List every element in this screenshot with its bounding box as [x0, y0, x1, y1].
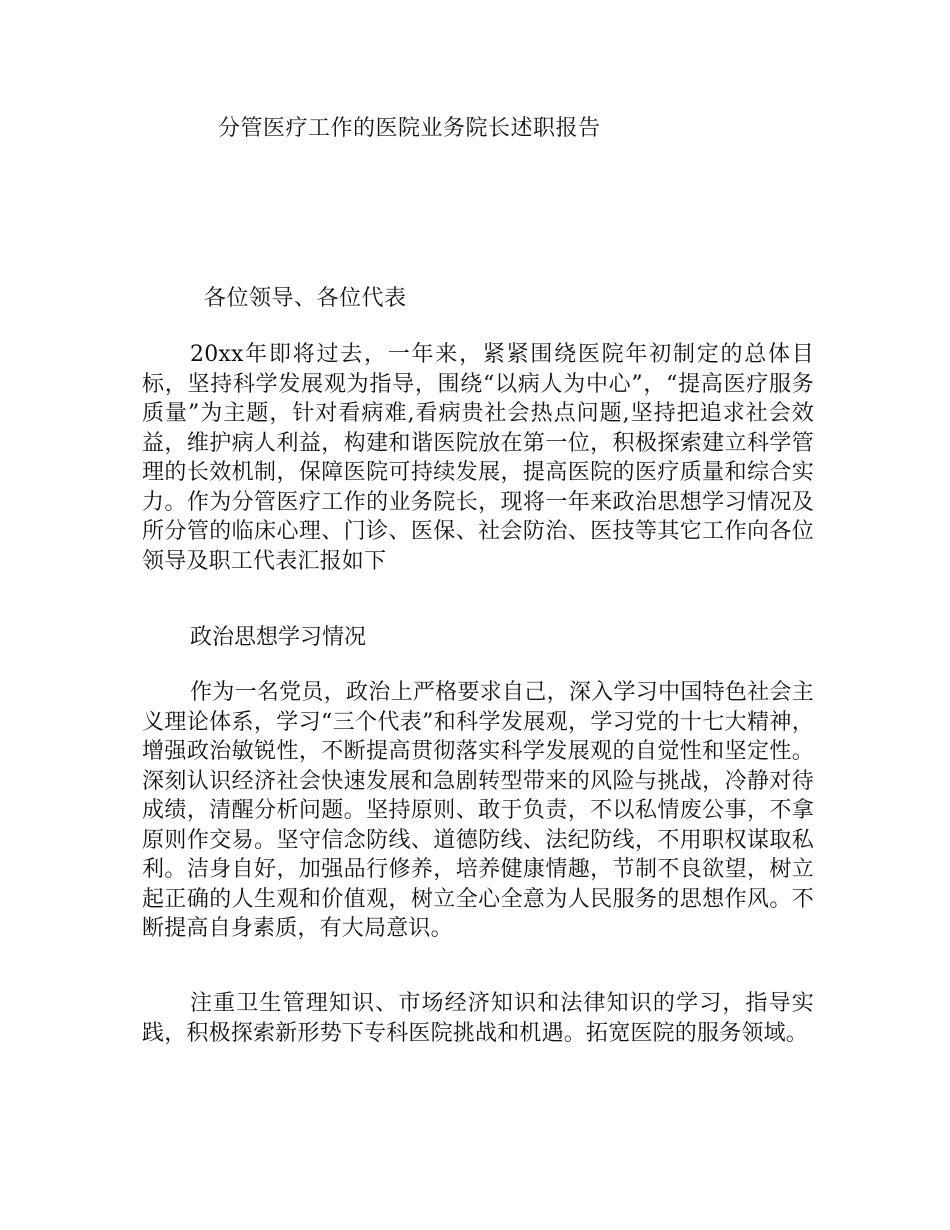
intro-paragraph: 20xx年即将过去，一年来，紧紧围绕医院年初制定的总体目标，坚持科学发展观为指导，围绕“以病人为中心”，“提高医疗服务质量”为主题，针对看病难,看病贵社会热点问题,坚持把追求社会效益，维护病人利益，构建和谐医院放在第一位，积极探索建立科学管理的长效机制，保障医院可持续发展，提高医院的医疗质量和综合实力。作为分管医疗工作的业务院长，现将一年来政治思想学习情况及所分管的临床心理、门诊、医保、社会防治、医技等其它工作向各位领导及职工代表汇报如下 — [142, 342, 814, 574]
section-heading: 政治思想学习情况 — [190, 625, 367, 650]
political-study-paragraph: 作为一名党员，政治上严格要求自己，深入学习中国特色社会主义理论体系，学习“三个代表”和科学发展观，学习党的十七大精神，增强政治敏锐性，不断提高贯彻落实科学发展观的自觉性和坚定性。深刻认识经济社会快速发展和急剧转型带来的风险与挑战，冷静对待成绩，清醒分析问题。坚持原则、敢于负责，不以私情废公事，不拿原则作交易。坚守信念防线、道德防线、法纪防线，不用职权谋取私利。洁身自好，加强品行修养，培养健康情趣，节制不良欲望，树立起正确的人生观和价值观，树立全心全意为人民服务的思想作风。不断提高自身素质，有大局意识。 — [142, 680, 814, 941]
document-title: 分管医疗工作的医院业务院长述职报告 — [218, 116, 601, 141]
knowledge-study-paragraph: 注重卫生管理知识、市场经济知识和法律知识的学习，指导实践，积极探索新形势下专科医院挑战和机遇。拓宽医院的服务领域。 — [142, 991, 814, 1046]
salutation: 各位领导、各位代表 — [204, 286, 407, 311]
